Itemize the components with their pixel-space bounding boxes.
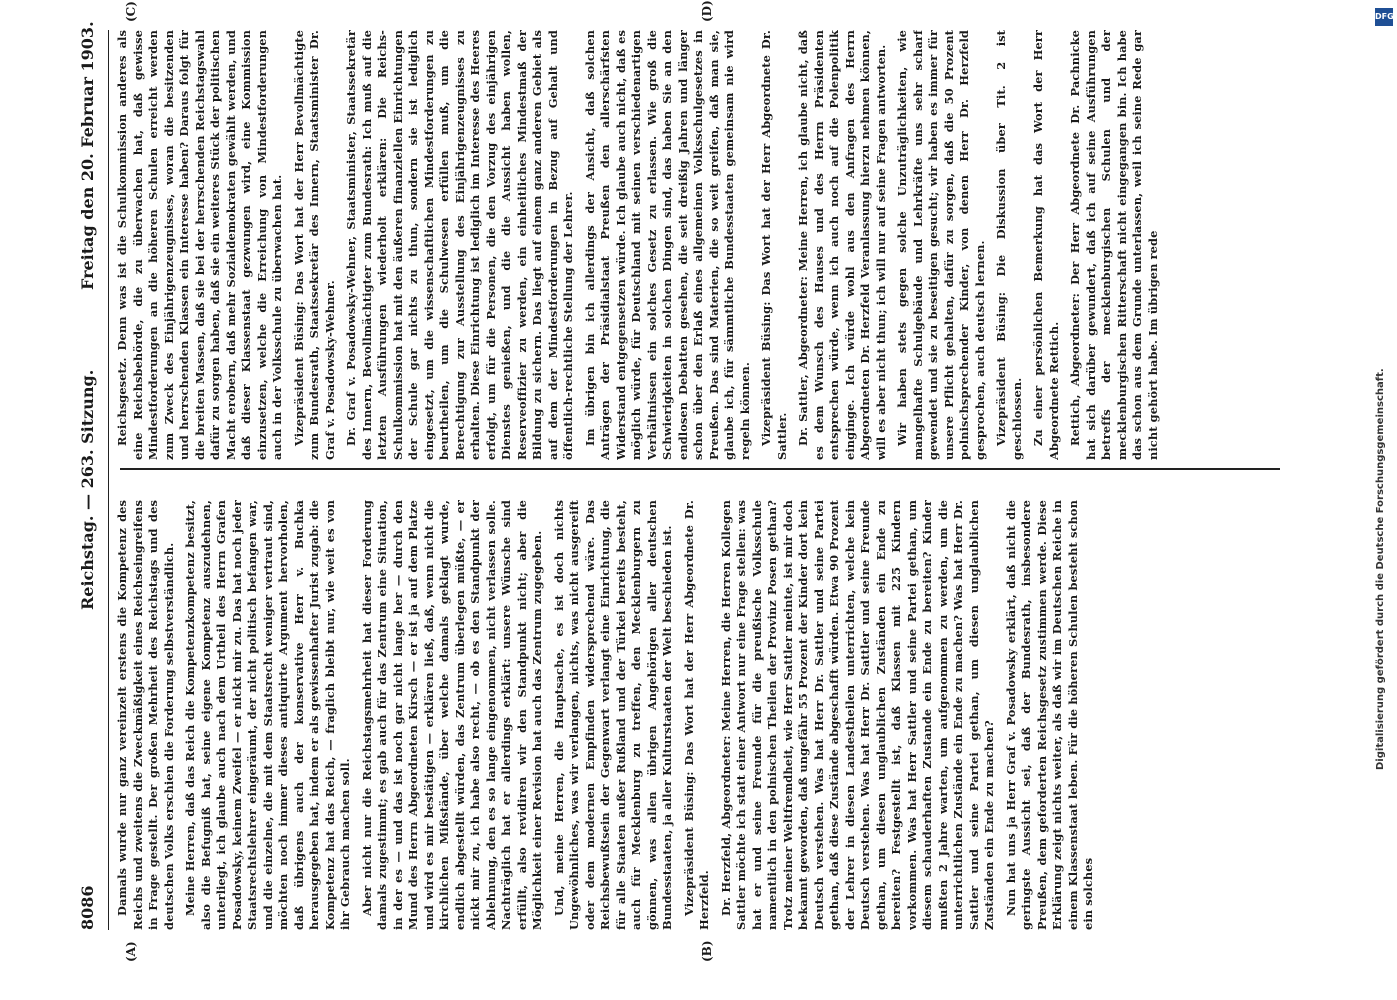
paragraph: Im übrigen bin ich allerdings der Ansicht, daß solchen Anträgen der Präsidialstaat Preußen den allerschärfsten Widerstand entgegensetzen würde. Ich glaube auch nicht, daß es möglich würde, für Deutschland mit seinen verschiedenartigen Verhältnissen ein solches Gesetz zu erlassen. Wie groß die Schwierigkeiten in solchen Dingen sind, das haben Sie an den endlosen Debatten gesehen, die seit dreißig Jahren und länger schon über den Erlaß eines allgemeinen Volksschulgesetzes in Preußen. Das sind Materien, die so weit greifen, daß man sie, glaube ich, für sämmtliche Bundesstaaten gemeinsam nie wird regeln können. <box>582 30 752 460</box>
marker-a: (A) <box>124 941 138 962</box>
paragraph: Reichsgesetz. Denn was ist die Schulkommission anderes als eine Reichsbehörde, die zu überwachen hat, daß gewisse Mindestforderungen an die höheren Schulen erreicht werden zum Zweck des Einjährigenzeugnisses, woran die besitzenden und herrschenden Klassen ein Interesse haben? Daraus folgt für die breiten Massen, daß sie bei der herrschenden Reichstagswahl dafür zu sorgen haben, daß sie ein weiteres Stück der politischen Macht erobern, daß mehr Sozialdemokraten gewählt werden, und daß dieser Klassenstaat gezwungen wird, eine Kommission einzusetzen, welche die Erreichung von Mindestforderungen auch in der Volksschule zu überwachen hat. <box>115 30 284 460</box>
session-date: Freitag den 20. Februar 1903. <box>78 21 97 290</box>
paragraph: Und, meine Herren, die Hauptsache, es ist doch nichts Ungewöhnliches, was wir verlangen, nichts, was nicht ausgereift oder dem modernen Empfinden widersprechend wäre. Das Reichsbewußtsein der Gegenwart verlangt eine Einrichtung, die für alle Staaten außer Rußland und der Türkei bereits besteht, auch für Mecklenburg zu treffen, den Mecklenburgern zu gönnen, was allen übrigen Angehörigen aller deutschen Bundesstaaten, ja aller Kulturstaaten der Welt beschieden ist. <box>551 500 674 930</box>
marker-d: (D) <box>700 0 714 22</box>
paragraph: Dr. Graf v. Posadowsky-Wehner, Staatsminister, Staatssekretär des Innern, Bevollmächtigter zum Bundesrath: Ich muß auf die letzten Ausführungen wiederholt erklären: Die Reichs-Schulkommission hat mit den äußeren finanziellen Einrichtungen der Schule gar nichts zu thun, sondern sie ist lediglich eingesetzt, um die wissenschaftlichen Mindestforderungen zu beurtheilen, um die Schulwesen erfüllen muß, um die Berechtigung zur Ausstellung des Einjährigenzeugnisses zu erhalten. Diese Einrichtung ist lediglich im Interesse des Heeres erfolgt, um für die Personen, die den Vorzug des einjährigen Dienstes genießen, und die die Aussicht haben wollen, Reserveoffizier zu werden, ein einheitliches Mindestmaß der Bildung zu sichern. Das liegt auf einem ganz anderen Gebiet als auf dem der Mindestforderungen in Bezug auf Gehalt und öffentlich-rechtliche Stellung der Lehrer. <box>344 30 575 460</box>
dfg-logo: DFG <box>1375 8 1393 26</box>
right-column <box>115 30 1285 460</box>
paragraph: Rettich, Abgeordneter: Der Herr Abgeordnete Dr. Pachnicke hat sich darüber gewundert, daß ich auf seine Ausführungen betreffs der mecklenburgischen Schulen und der mecklenburgischen Ritterschaft nicht eingegangen bin. Ich habe das schon aus dem Grunde unterlassen, weil ich seine Rede gar nicht gehört habe. Im übrigen rede <box>1068 30 1160 460</box>
page-number: 8086 <box>78 885 97 930</box>
session-title: Reichstag. — 263. Sitzung. <box>78 369 97 610</box>
paragraph: Meine Herren, daß das Reich die Kompetenzkompetenz besitzt, also die Befugniß hat, seine eigene Kompetenz auszudehnen, unterliegt, ich glaube auch nach dem Urtheil des Herrn Grafen Posadowsky, keinem Zweifel — er nickt mir zu. Das hat noch jeder Staatsrechtslehrer eingeräumt, der nicht politisch befangen war, und die einzelne, die mit dem Staatsrecht weniger vertraut sind, möchten noch immer dieses antiquirte Argument hervorholen, daß übrigens auch der konservative Herr v. Buchka herausgegeben hat, indem er als gewissenhafter Jurist zugab: die Kompetenz hat das Reich, — fraglich bleibt nur, wie weit es von ihr Gebrauch machen soll. <box>183 500 352 930</box>
paragraph: Vizepräsident Büsing: Das Wort hat der Herr Abgeordnete Dr. Herzfeld. <box>681 500 711 930</box>
paragraph: Zu einer persönlichen Bemerkung hat das Wort der Herr Abgeordnete Rettich. <box>1031 30 1061 460</box>
paragraph: Vizepräsident Büsing: Das Wort hat der Herr Bevollmächtigte zum Bundesrath, Staatssekretär des Innern, Staatsminister Dr. Graf v. Posadowsky-Wehner. <box>291 30 337 460</box>
paragraph: Damals wurde nur ganz vereinzelt erstens die Kompetenz des Reichs und zweitens die Zweckmäßigkeit eines Reichseingreifens in Frage gestellt. Der großen Mehrheit des Reichstags und des deutschen Volks erschien die Forderung selbstverständlich. <box>115 500 176 930</box>
paragraph: Vizepräsident Büsing: Das Wort hat der Herr Abgeordnete Dr. Sattler. <box>759 30 789 460</box>
paragraph: Dr. Sattler, Abgeordneter: Meine Herren, ich glaube nicht, daß es dem Wunsch des Hauses und des Herrn Präsidenten entsprechen würde, wenn ich auch noch auf die Polenpolitik einginge. Ich würde wohl aus den Anfragen des Herrn Abgeordneten Dr. Herzfeld Veranlassung hierzu nehmen können, will es aber nicht thun; ich will nur auf seine Fragen antworten. <box>796 30 888 460</box>
paragraph: Vizepräsident Büsing: Die Diskussion über Tit. 2 ist geschlossen. <box>994 30 1024 460</box>
marker-b: (B) <box>700 940 714 962</box>
newspaper-page <box>60 0 1310 970</box>
left-column <box>115 500 1285 930</box>
paragraph: Nun hat uns ja Herr Graf v. Posadowsky erklärt, daß nicht die geringste Aussicht sei, daß der Bundesrath, insbesondere Preußen, dem geforderten Reichsgesetz zustimmen werde. Diese Erklärung zeigt nichts weiter, als daß wir im Deutschen Reiche in einem Klassenstaat leben. Für die höheren Schulen besteht schon ein solches <box>1003 500 1095 930</box>
page-header <box>78 21 108 930</box>
digitization-note <box>1375 30 1391 770</box>
digitization-note-text: Digitalisierung gefördert durch die Deutsche Forschungsgemeinschaft. <box>1375 368 1386 770</box>
column-divider <box>120 468 1280 470</box>
paragraph: Wir haben stets gegen solche Unzuträglichkeiten, wie mangelhafte Schulgebäude und Lehrkräfte uns sehr scharf gewendet und sie zu beseitigen gesucht; wir haben es immer für unsere Pflicht gehalten, dafür zu sorgen, daß die 50 Prozent polnischsprechender Kinder, von denen Herr Dr. Herzfeld gesprochen, auch deutsch lernen. <box>895 30 987 460</box>
marker-c: (C) <box>124 1 138 22</box>
paragraph: Dr. Herzfeld, Abgeordneter: Meine Herren, die Herren Kollegen Sattler möchte ich statt einer Antwort nur eine Frage stellen: was hat er und seine Freunde für die preußische Volksschule namentlich in den polnischen Theilen der Provinz Posen gethan? Trotz meiner Weltfremdheit, wie Herr Sattler meinte, ist mir doch bekannt geworden, daß ungefähr 55 Prozent der Kinder dort kein Deutsch verstehen. Was hat Herr Dr. Sattler und seine Partei gethan, daß diese Zustände abgeschafft würden. Etwa 90 Prozent der Lehrer in diesen Landestheilen unterrichten, welche kein Deutsch verstehen. Was hat Herr Dr. Sattler und seine Freunde gethan, um diesen unglaublichen Zuständen ein Ende zu bereiten? Festgestellt ist, daß Klassen mit 225 Kindern vorkommen. Was hat Herr Sattler und seine Partei gethan, um diesem schauderhaften Zustande ein Ende zu bereiten? Kinder mußten 2 Jahre warten, um aufgenommen zu werden, um die unterrichtlichen Zustände ein Ende zu machen? Was hat Herr Dr. Sattler und seine Partei gethan, um diesen unglaublichen Zuständen ein Ende zu machen? <box>718 500 996 930</box>
paragraph: Aber nicht nur die Reichstagsmehrheit hat dieser Forderung damals zugestimmt; es gab auch für das Zentrum eine Situation, in der es — und das ist noch gar nicht lange her — durch den Mund des Herrn Abgeordneten Kirsch — er ist ja auf dem Platze und wird es mir bestätigen — erklären ließ, daß, wenn nicht die kirchlichen Mißstände, über welche damals geklagt wurde, endlich abgestellt würden, das Zentrum überlegen müßte, — er nickt mir zu, ich habe also recht, — ob es den Standpunkt der Ablehnung, den es so lange eingenommen, nicht verlassen solle. Nachträglich hat er allerdings erklärt: unsere Wünsche sind erfüllt, also revidiren wir den Standpunkt nicht; aber die Möglichkeit einer Revision hat auch das Zentrum zugegeben. <box>359 500 544 930</box>
header-rule <box>108 30 109 930</box>
